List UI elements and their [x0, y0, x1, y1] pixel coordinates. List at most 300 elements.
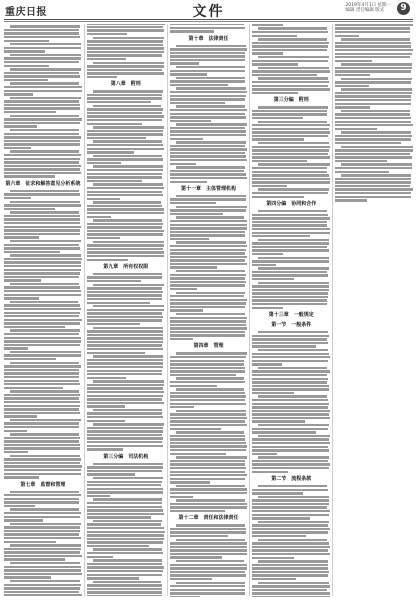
- text-line: [258, 267, 328, 269]
- newspaper-logo: 重庆日报: [5, 7, 47, 18]
- text-line: [10, 455, 80, 457]
- text-line: [87, 330, 163, 332]
- text-line: [335, 142, 401, 144]
- chapter-heading: 第八章 附则: [110, 81, 141, 88]
- text-line: [176, 560, 245, 562]
- text-line: [10, 419, 81, 421]
- masthead: [0, 0, 417, 20]
- text-line: [87, 412, 162, 414]
- text-line: [4, 408, 79, 410]
- text-line: [93, 548, 162, 550]
- body-paragraph: [87, 327, 165, 354]
- text-line: [4, 236, 39, 238]
- text-line: [4, 412, 80, 414]
- article-columns: [4, 24, 413, 596]
- text-line: [176, 377, 245, 379]
- text-line: [170, 445, 247, 447]
- text-line: [87, 158, 163, 160]
- text-line: [335, 188, 412, 190]
- text-line: [258, 188, 329, 190]
- text-line: [335, 128, 377, 130]
- body-paragraph: [4, 43, 82, 53]
- text-line: [335, 121, 411, 123]
- text-line: [4, 197, 31, 199]
- text-line: [170, 181, 207, 183]
- text-line: [258, 282, 328, 284]
- text-line: [252, 546, 330, 548]
- body-paragraph: [170, 105, 248, 122]
- body-paragraph: [252, 77, 330, 94]
- text-line: [170, 449, 246, 451]
- body-paragraph: [87, 90, 165, 103]
- text-line: [4, 140, 80, 142]
- body-paragraph: [4, 68, 82, 81]
- text-line: [10, 433, 79, 435]
- text-line: [93, 201, 162, 203]
- text-line: [87, 187, 164, 189]
- text-line: [252, 417, 329, 419]
- text-line: [87, 538, 164, 540]
- text-line: [170, 170, 245, 172]
- text-line: [170, 399, 245, 401]
- text-line: [252, 81, 329, 83]
- text-line: [10, 129, 79, 131]
- text-line: [335, 156, 412, 158]
- text-line: [4, 272, 80, 274]
- text-line: [4, 222, 80, 224]
- text-line: [10, 201, 80, 203]
- text-line: [87, 441, 162, 443]
- text-line: [170, 370, 246, 372]
- text-line: [252, 578, 295, 580]
- text-line: [170, 130, 246, 132]
- text-line: [170, 535, 228, 537]
- text-line: [170, 98, 246, 100]
- chapter-heading: 第三分编 司法机构: [103, 453, 149, 460]
- text-line: [87, 484, 162, 486]
- text-line: [93, 498, 162, 500]
- text-line: [87, 101, 151, 103]
- text-line: [87, 226, 162, 228]
- text-line: [4, 440, 79, 442]
- text-line: [252, 431, 315, 433]
- text-line: [87, 216, 112, 218]
- body-paragraph: [87, 219, 165, 239]
- text-line: [93, 477, 163, 479]
- text-line: [341, 38, 410, 40]
- body-paragraph: [87, 273, 165, 283]
- text-line: [335, 196, 411, 198]
- text-line: [170, 574, 246, 576]
- text-line: [4, 405, 80, 407]
- text-line: [170, 231, 245, 233]
- text-line: [4, 358, 56, 360]
- text-line: [335, 95, 410, 97]
- text-line: [252, 217, 329, 219]
- text-line: [252, 517, 310, 519]
- text-line: [170, 224, 247, 226]
- text-line: [4, 40, 49, 42]
- chapter-heading: 第三分编 附则: [273, 97, 309, 104]
- body-paragraph: [4, 301, 82, 328]
- body-paragraph: [252, 331, 330, 348]
- text-line: [258, 106, 328, 108]
- text-line: [87, 541, 163, 543]
- text-line: [341, 146, 413, 148]
- text-line: [87, 319, 162, 321]
- text-line: [252, 406, 328, 408]
- text-line: [252, 178, 330, 180]
- body-paragraph: [252, 349, 330, 366]
- text-line: [10, 43, 81, 45]
- text-line: [87, 40, 163, 42]
- text-line: [4, 269, 81, 271]
- body-paragraph: [4, 562, 82, 579]
- text-line: [4, 61, 79, 63]
- text-line: [170, 256, 247, 258]
- text-line: [335, 135, 412, 137]
- text-line: [252, 542, 329, 544]
- text-line: [176, 87, 246, 89]
- body-paragraph: [170, 166, 248, 183]
- text-line: [170, 73, 207, 75]
- text-line: [87, 151, 135, 153]
- text-line: [176, 456, 247, 458]
- text-line: [252, 224, 327, 226]
- text-line: [258, 560, 327, 562]
- text-line: [87, 445, 163, 447]
- text-line: [252, 274, 328, 276]
- text-line: [170, 567, 248, 569]
- text-line: [87, 137, 146, 139]
- text-line: [93, 37, 164, 39]
- text-line: [176, 431, 245, 433]
- text-line: [87, 466, 163, 468]
- text-line: [10, 115, 79, 117]
- text-line: [4, 551, 80, 553]
- chapter-heading: 第十二章 责任和法律责任: [178, 515, 239, 522]
- text-line: [170, 295, 245, 297]
- text-line: [4, 100, 79, 102]
- text-line: [87, 230, 164, 232]
- text-line: [4, 208, 55, 210]
- text-line: [170, 556, 223, 558]
- text-line: [170, 324, 246, 326]
- body-paragraph: [170, 388, 248, 408]
- text-line: [4, 79, 48, 81]
- text-line: [10, 351, 81, 353]
- chapter-heading: 第十一章 主体管理机构: [180, 185, 236, 192]
- text-line: [252, 242, 329, 244]
- text-line: [4, 218, 80, 220]
- text-line: [176, 206, 247, 208]
- text-line: [87, 72, 164, 74]
- text-line: [87, 448, 124, 450]
- body-paragraph: [4, 211, 82, 238]
- text-line: [4, 315, 79, 317]
- text-line: [93, 463, 163, 465]
- text-line: [87, 237, 120, 239]
- text-line: [252, 557, 293, 559]
- text-line: [87, 387, 163, 389]
- body-paragraph: [4, 419, 82, 432]
- text-line: [170, 138, 203, 140]
- text-line: [87, 255, 164, 257]
- text-line: [87, 191, 162, 193]
- text-line: [335, 45, 411, 47]
- text-line: [4, 297, 39, 299]
- body-paragraph: [252, 435, 330, 455]
- text-line: [87, 287, 163, 289]
- body-paragraph: [252, 163, 330, 187]
- text-line: [252, 338, 327, 340]
- text-line: [87, 341, 163, 343]
- text-line: [170, 202, 217, 204]
- text-line: [170, 360, 245, 362]
- text-line: [4, 347, 28, 349]
- text-line: [335, 53, 412, 55]
- text-line: [335, 192, 410, 194]
- text-line: [170, 338, 194, 340]
- text-line: [170, 309, 204, 311]
- text-line: [176, 270, 246, 272]
- body-paragraph: [252, 521, 330, 538]
- text-line: [87, 488, 163, 490]
- text-line: [170, 420, 246, 422]
- body-paragraph: [335, 63, 413, 76]
- text-line: [176, 388, 245, 390]
- text-line: [10, 329, 80, 331]
- text-line: [252, 138, 303, 140]
- text-line: [4, 473, 81, 475]
- text-line: [10, 82, 79, 84]
- text-line: [170, 474, 247, 476]
- text-line: [252, 135, 328, 137]
- chapter-heading: 第九章 所有权权限: [103, 263, 149, 270]
- text-line: [170, 510, 226, 512]
- text-line: [87, 437, 163, 439]
- text-line: [252, 85, 327, 87]
- text-line: [87, 244, 165, 246]
- text-line: [252, 585, 330, 587]
- text-line: [10, 362, 79, 364]
- text-line: [4, 125, 37, 127]
- text-line: [10, 190, 79, 192]
- text-line: [252, 428, 328, 430]
- text-line: [87, 359, 163, 361]
- text-line: [4, 501, 79, 503]
- text-line: [93, 327, 163, 329]
- text-line: [252, 296, 328, 298]
- text-line: [252, 471, 288, 473]
- text-line: [170, 471, 246, 473]
- text-line: [170, 263, 247, 265]
- text-line: [176, 241, 247, 243]
- text-line: [252, 174, 329, 176]
- text-line: [252, 503, 329, 505]
- text-line: [4, 519, 43, 521]
- text-line: [252, 410, 329, 412]
- text-line: [4, 573, 82, 575]
- text-line: [252, 278, 294, 280]
- body-paragraph: [170, 241, 248, 268]
- body-paragraph: [252, 239, 330, 256]
- text-line: [170, 48, 248, 50]
- text-line: [170, 467, 247, 469]
- body-paragraph: [4, 329, 82, 349]
- text-line: [10, 544, 81, 546]
- text-line: [87, 502, 162, 504]
- text-line: [170, 70, 245, 72]
- text-line: [170, 438, 246, 440]
- text-line: [87, 574, 162, 576]
- text-line: [10, 240, 81, 242]
- text-line: [4, 372, 79, 374]
- text-line: [87, 323, 141, 325]
- page-number: 9: [397, 2, 410, 15]
- text-line: [93, 183, 163, 185]
- text-line: [87, 362, 164, 364]
- body-paragraph: [4, 97, 82, 114]
- text-line: [4, 312, 80, 314]
- text-line: [93, 219, 162, 221]
- text-line: [170, 302, 247, 304]
- text-line: [170, 159, 247, 161]
- text-line: [252, 531, 328, 533]
- text-line: [87, 402, 164, 404]
- text-line: [87, 259, 128, 261]
- text-line: [10, 523, 81, 525]
- body-paragraph: [87, 37, 165, 61]
- text-line: [4, 279, 41, 281]
- text-line: [252, 592, 329, 594]
- text-line: [170, 381, 245, 383]
- body-paragraph: [170, 410, 248, 430]
- text-line: [252, 564, 328, 566]
- text-line: [170, 95, 247, 97]
- text-line: [87, 51, 164, 53]
- text-line: [170, 163, 196, 165]
- text-line: [87, 29, 164, 31]
- text-line: [87, 545, 149, 547]
- text-line: [170, 134, 246, 136]
- body-paragraph: [335, 174, 413, 201]
- text-line: [176, 485, 245, 487]
- text-line: [258, 349, 328, 351]
- text-line: [93, 62, 165, 64]
- body-paragraph: [4, 201, 82, 211]
- text-line: [93, 380, 164, 382]
- text-line: [170, 481, 210, 483]
- text-line: [170, 227, 248, 229]
- text-line: [4, 122, 80, 124]
- text-line: [335, 181, 410, 183]
- text-line: [4, 276, 79, 278]
- text-line: [170, 80, 246, 82]
- text-line: [252, 356, 329, 358]
- text-line: [258, 485, 327, 487]
- text-line: [4, 430, 27, 432]
- text-line: [252, 453, 276, 455]
- text-line: [4, 147, 31, 149]
- text-line: [252, 303, 327, 305]
- text-line: [4, 229, 80, 231]
- text-line: [170, 177, 247, 179]
- text-line: [4, 286, 80, 288]
- body-paragraph: [252, 142, 330, 162]
- text-line: [93, 305, 164, 307]
- text-line: [87, 430, 163, 432]
- body-paragraph: [252, 456, 330, 473]
- text-line: [170, 424, 247, 426]
- body-paragraph: [87, 165, 165, 182]
- text-line: [87, 144, 163, 146]
- text-line: [252, 42, 329, 44]
- text-line: [87, 337, 163, 339]
- text-line: [4, 566, 81, 568]
- text-line: [4, 233, 80, 235]
- text-line: [176, 123, 247, 125]
- text-line: [4, 175, 55, 177]
- text-line: [252, 113, 327, 115]
- text-line: [93, 90, 163, 92]
- text-line: [4, 558, 65, 560]
- text-line: [87, 298, 162, 300]
- text-line: [258, 56, 328, 58]
- body-paragraph: [4, 190, 82, 200]
- text-line: [87, 58, 126, 60]
- text-line: [4, 437, 80, 439]
- text-line: [87, 76, 118, 78]
- text-line: [170, 453, 226, 455]
- section-title: 文件: [192, 4, 225, 20]
- text-line: [87, 591, 163, 593]
- text-line: [176, 539, 245, 541]
- text-line: [10, 54, 81, 56]
- text-line: [252, 460, 328, 462]
- text-line: [87, 33, 127, 35]
- text-line: [10, 254, 81, 256]
- text-line: [258, 424, 329, 426]
- text-line: [4, 143, 80, 145]
- text-line: [258, 582, 329, 584]
- text-line: [4, 555, 82, 557]
- body-paragraph: [87, 380, 165, 407]
- text-line: [252, 232, 329, 234]
- text-line: [258, 77, 328, 79]
- text-line: [335, 35, 359, 37]
- text-line: [4, 161, 79, 163]
- text-line: [170, 363, 245, 365]
- text-line: [87, 334, 163, 336]
- text-line: [170, 84, 228, 86]
- text-line: [252, 292, 328, 294]
- text-line: [252, 446, 327, 448]
- text-line: [87, 97, 162, 99]
- body-paragraph: [4, 54, 82, 67]
- text-line: [252, 70, 329, 72]
- text-line: [252, 171, 327, 173]
- text-line: [170, 478, 246, 480]
- chapter-heading: 第六章 征求和解答意见分析系统: [5, 180, 81, 187]
- body-paragraph: [87, 548, 165, 558]
- body-paragraph: [87, 409, 165, 422]
- body-paragraph: [170, 431, 248, 455]
- text-line: [176, 292, 245, 294]
- text-line: [170, 327, 247, 329]
- text-line: [170, 528, 247, 530]
- text-line: [10, 491, 79, 493]
